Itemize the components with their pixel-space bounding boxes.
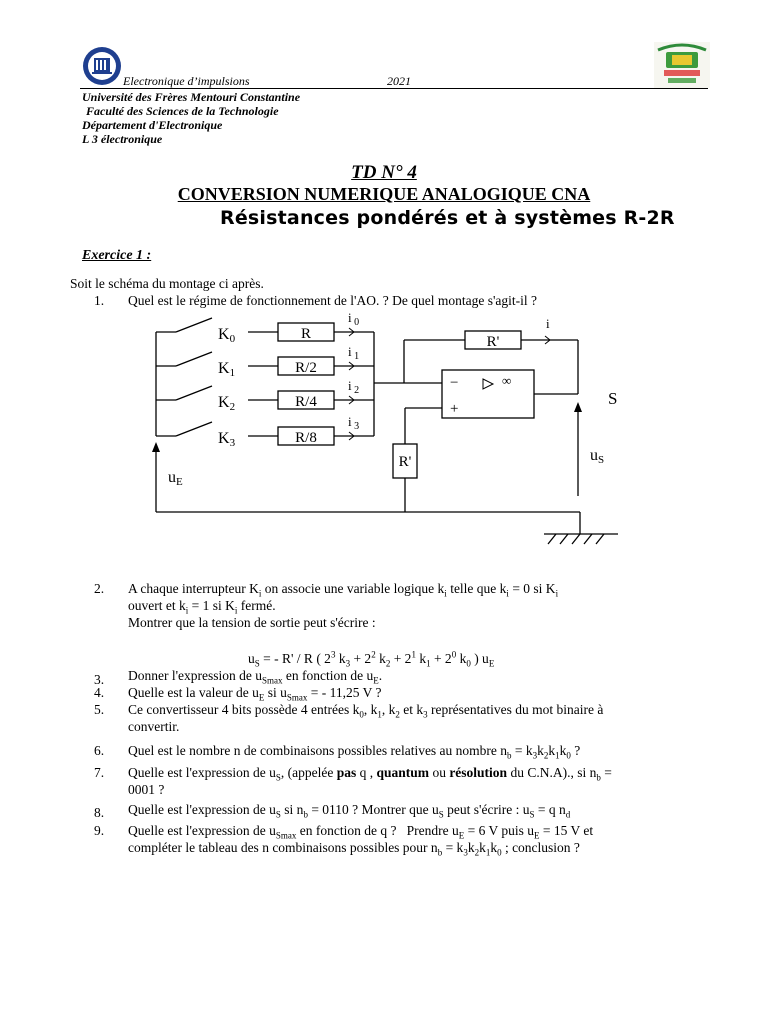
current-i1-label: i $_1$ xyxy=(348,344,360,362)
resistor-r-label: R xyxy=(300,326,312,342)
faculty-name: Faculté des Sciences de la Technologie xyxy=(86,104,279,118)
input-voltage-label: uE xyxy=(168,469,183,488)
exercise-intro: Soit le schéma du montage ci après. xyxy=(70,276,264,291)
question-number-9: 9. xyxy=(94,823,105,838)
opamp-infinity: ∞ xyxy=(502,373,512,388)
switch-k0-label: K0 xyxy=(218,326,236,345)
question-number-6: 6. xyxy=(94,743,105,758)
question-7: Quelle est l'expression de $u_S$, (appelée pas q , quantum ou résolution du C.N.A)., si $n_b$ = 0001 ? xyxy=(128,765,612,797)
question-1: Quel est le régime de fonctionnement de l'AO. ? De quel montage s'agit-il ? xyxy=(128,293,537,308)
exercise-title: Exercice 1 : xyxy=(82,248,152,263)
university-name: Université des Frères Mentouri Constantine xyxy=(82,90,301,104)
header-rule xyxy=(80,88,708,89)
current-i3-label: i $_3$ xyxy=(348,414,360,432)
question-3: Donner l'expression de $u_{Smax}$ en fonction de $u_E$. xyxy=(128,668,383,686)
output-current-label: i xyxy=(546,316,550,331)
ground-resistor-label: R' xyxy=(398,454,412,470)
question-number-3: 3. xyxy=(94,672,105,687)
university-logo xyxy=(82,46,122,86)
department-name: Département d'Electronique xyxy=(82,118,223,132)
switch-k1-label: K1 xyxy=(218,360,236,379)
faculty-logo xyxy=(654,42,710,88)
question-number-2: 2. xyxy=(94,581,105,596)
level-name: L 3 électronique xyxy=(82,132,163,146)
td-number: TD N° 4 xyxy=(351,162,417,183)
resistor-r4-label: R/4 xyxy=(295,394,317,410)
question-8: Quelle est l'expression de $u_S$ si $n_b = 0110$ ? Montrer que $u_S$ peut s'écrire : $u_S = q$ $n_d$ xyxy=(128,802,571,820)
switch-k2-label: K2 xyxy=(218,394,236,413)
question-2: A chaque interrupteur $K_i$ on associe une variable logique $k_i$ telle que $k_i = 0$ si $K_i$ ouvert et $k_i = 1$ si $K_i$ fermé. Montrer que la tension de sortie peut s'écrire : xyxy=(128,581,559,630)
resistor-r2-label: R/2 xyxy=(295,360,317,376)
current-i0-label: i $_0$ xyxy=(348,310,360,328)
course-year: 2021 xyxy=(387,74,411,88)
current-i2-label: i $_2$ xyxy=(348,378,360,396)
opamp-plus: + xyxy=(450,401,459,417)
course-name: Electronique d’impulsions xyxy=(123,74,250,88)
main-title: CONVERSION NUMERIQUE ANALOGIQUE CNA xyxy=(177,184,591,204)
opamp-minus: − xyxy=(450,375,459,391)
question-number-5: 5. xyxy=(94,702,105,717)
question-6: Quel est le nombre n de combinaisons possibles relatives au nombre $n_b = k_3k_2k_1k_0$ ? xyxy=(128,743,581,761)
question-number-7: 7. xyxy=(94,765,105,780)
question-9: Quelle est l'expression de $u_{Smax}$ en fonction de q ? Prendre $u_E = 6$ V puis $u_E = 15$ V et compléter le tableau des n combinaisons possibles pour $n_b = k_3k_2k_1k_0$ ; conclusion ? xyxy=(128,823,594,858)
switch-k3-label: K3 xyxy=(218,430,236,449)
question-number-8: 8. xyxy=(94,805,105,820)
circuit-diagram xyxy=(140,305,640,550)
question-number-4: 4. xyxy=(94,685,105,700)
course-header xyxy=(123,74,423,89)
output-formula: $u_S$ = - R' / R ( $2^3$ $k_3 + 2^2$ $k_2 + 2^1$ $k_1 + 2^0$ $k_0$ ) $u_E$ xyxy=(248,649,495,669)
question-number-1: 1. xyxy=(94,293,105,308)
resistor-r8-label: R/8 xyxy=(295,430,317,446)
question-4: Quelle est la valeur de $u_E$ si $u_{Smax}$ = - 11,25 V ? xyxy=(128,685,382,703)
question-5: Ce convertisseur 4 bits possède 4 entrées $k_0$, $k_1$, $k_2$ et $k_3$ représentatives du mot binaire à convertir. xyxy=(128,702,604,734)
output-node-label: S xyxy=(608,389,618,408)
feedback-resistor-label: R' xyxy=(486,334,500,350)
output-voltage-label: uS xyxy=(590,447,605,466)
subtitle: Résistances pondérés et à systèmes R-2R xyxy=(220,207,675,229)
